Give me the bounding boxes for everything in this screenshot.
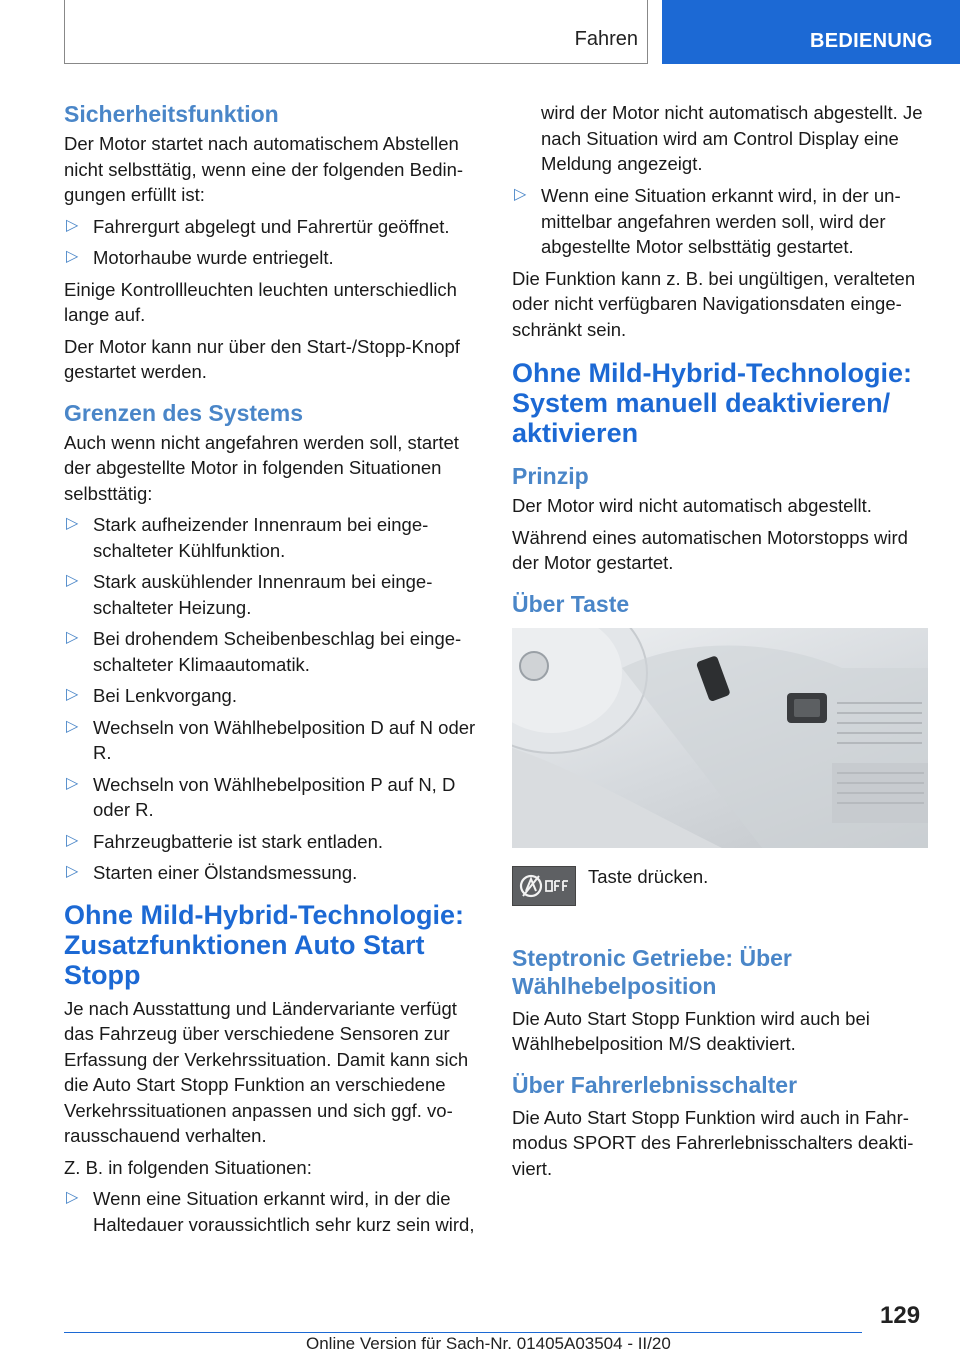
list-item: ▷ Fahrzeugbatterie ist stark entladen. — [64, 829, 482, 855]
heading-ueber-taste: Über Taste — [512, 590, 630, 617]
bullet-icon: ▷ — [66, 1189, 79, 1206]
bullet-list — [512, 183, 932, 260]
heading-fahrerlebnisschalter: Über Fahrerlebnisschalter — [512, 1071, 798, 1098]
list-item: ▷ Bei drohendem Scheibenbeschlag bei eingeschalteter Klimaautomatik. — [64, 626, 482, 677]
bullet-icon: ▷ — [66, 717, 79, 735]
list-item: ▷ Stark aufheizender Innenraum bei eingeschalteter Kühlfunktion. — [64, 512, 482, 563]
paragraph: Die Auto Start Stopp Funktion wird auch bei Wählhebelposition M/S deaktiviert. — [512, 1007, 870, 1054]
footer-text: Online Version für Sach-Nr. 01405A03504 - II/20 — [306, 1334, 671, 1353]
bullet-icon: ▷ — [514, 186, 527, 203]
list-item: ▷ Wechseln von Wählhebelposition P auf N, D oder R. — [64, 772, 482, 823]
list-item: ▷ Fahrergurt abgelegt und Fahrertür geöffnet. — [64, 214, 482, 240]
cockpit-photo — [512, 628, 928, 848]
button-instruction-text: Taste drücken. — [588, 865, 709, 887]
heading-grenzen: Grenzen des Systems — [64, 399, 304, 426]
footer-divider — [64, 1332, 862, 1333]
paragraph: Der Motor wird nicht automatisch abgestellt. — [512, 495, 872, 516]
list-item-continuation: wird der Motor nicht automatisch abgestellt. Je nach Situation wird am Control Display eine Meldung angezeigt. — [541, 102, 923, 174]
heading-sicherheitsfunktion: Sicherheitsfunktion — [64, 101, 279, 127]
header-frame — [64, 0, 648, 64]
left-column — [64, 100, 482, 1243]
paragraph: Z. B. in folgenden Situationen: — [64, 1156, 312, 1178]
bullet-icon: ▷ — [66, 831, 79, 849]
list-item: ▷ Bei Lenkvorgang. — [64, 683, 482, 709]
paragraph: Einige Kontrollleuchten leuchten unterschiedlich lange auf. — [64, 278, 457, 325]
paragraph: Der Motor kann nur über den Start-/Stopp-Knopf gestartet werden. — [64, 335, 460, 382]
bullet-icon: ▷ — [66, 629, 79, 646]
paragraph: Je nach Ausstattung und Ländervariante verfügt das Fahrzeug über verschiedene Sensoren zur Erfassung der Verkehrssituation. Damit kann sich die Auto Start Stopp Funktion an verschiedene Verkehrssituationen anpassen und sich ggf. vorausschauend verhalten. — [64, 997, 469, 1146]
auto-start-stop-off-icon — [512, 866, 576, 906]
list-item: ▷ Starten einer Ölstandsmessung. — [64, 860, 482, 886]
paragraph: Der Motor startet nach automatischem Abstellen nicht selbsttätig, wenn eine der folgenden Bedingungen erfüllt ist: — [64, 133, 464, 205]
bullet-list — [64, 214, 482, 271]
list-item: ▷ Stark auskühlender Innenraum bei eingeschalteter Heizung. — [64, 569, 482, 620]
paragraph: Während eines automatischen Motorstopps wird der Motor gestartet. — [512, 526, 908, 573]
button-instruction — [512, 866, 932, 926]
bullet-list — [64, 1186, 482, 1237]
bullet-icon: ▷ — [66, 572, 79, 589]
heading-zusatzfunktionen: Ohne Mild-Hybrid-Technologie: Zusatzfunktionen Auto Start Stopp — [64, 899, 464, 990]
paragraph: Die Funktion kann z. B. bei ungültigen, veralteten oder nicht verfügbaren Navigationsdaten eingeschränkt sein. — [512, 267, 916, 340]
list-item: ▷ Wenn eine Situation erkannt wird, in der die Haltedauer voraussichtlich sehr kurz sein wird, — [64, 1186, 482, 1237]
heading-steptronic: Steptronic Getriebe: Über Wählhebelposition — [512, 944, 792, 999]
list-item: ▷ Wechseln von Wählhebelposition D auf N oder R. — [64, 715, 482, 766]
heading-prinzip: Prinzip — [512, 463, 589, 489]
list-item: ▷ Motorhaube wurde entriegelt. — [64, 245, 482, 271]
right-column — [512, 100, 932, 1187]
paragraph: Auch wenn nicht angefahren werden soll, startet der abgestellte Motor in folgenden Situationen selbsttätig: — [64, 431, 459, 504]
bullet-icon: ▷ — [66, 774, 79, 792]
list-item: ▷ Wenn eine Situation erkannt wird, in der unmittelbar angefahren werden soll, wird der abgestellte Motor selbsttätig gestartet. — [512, 183, 932, 260]
page-number: 129 — [880, 1302, 921, 1329]
bullet-icon: ▷ — [66, 686, 79, 703]
header-chapter-tab: BEDIENUNG — [662, 0, 960, 64]
heading-manuell-deaktivieren: Ohne Mild-Hybrid-Technologie: System manuell deaktivieren/ aktivieren — [512, 358, 912, 448]
bullet-icon: ▷ — [66, 863, 79, 880]
bullet-list — [64, 512, 482, 886]
bullet-icon: ▷ — [66, 248, 79, 265]
header-section-title: Fahren — [574, 28, 638, 50]
bullet-icon: ▷ — [66, 216, 79, 234]
paragraph: Die Auto Start Stopp Funktion wird auch in Fahrmodus SPORT des Fahrerlebnisschalters deaktiviert. — [512, 1106, 914, 1179]
bullet-icon: ▷ — [66, 515, 79, 532]
